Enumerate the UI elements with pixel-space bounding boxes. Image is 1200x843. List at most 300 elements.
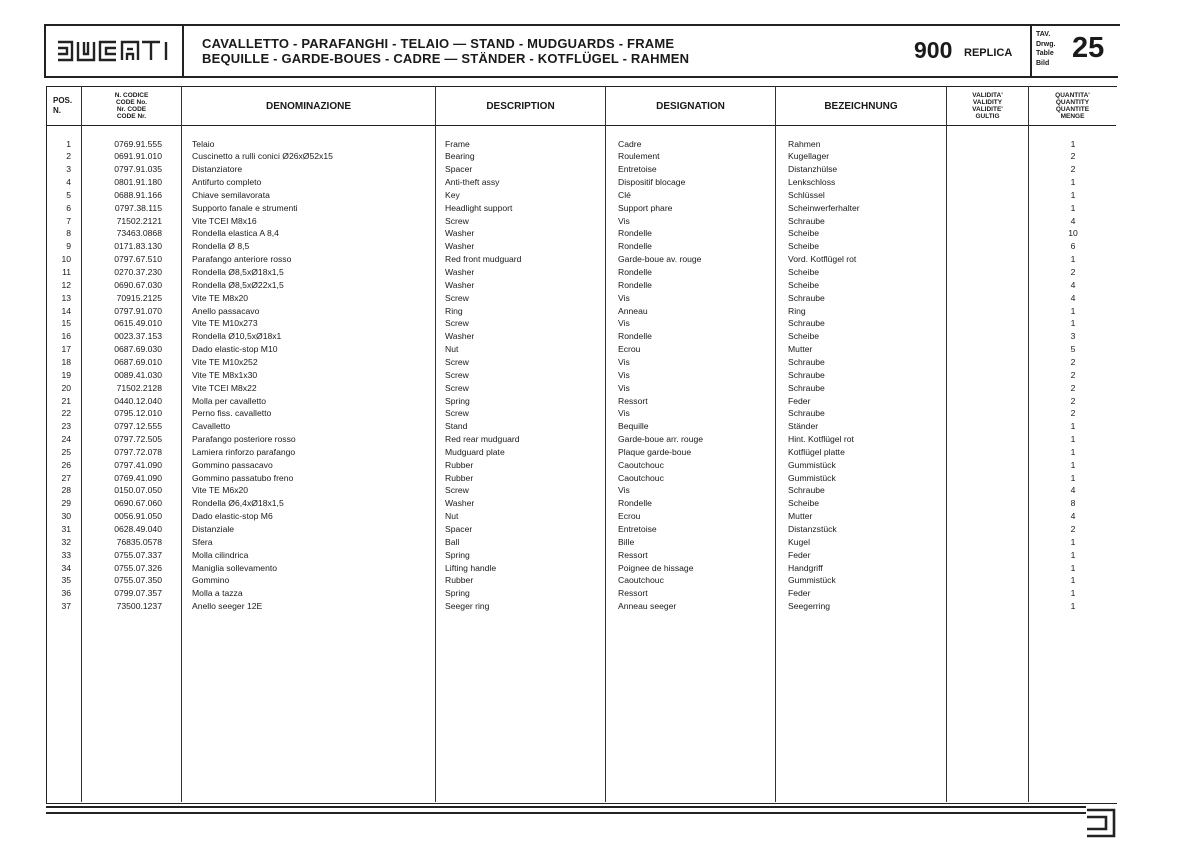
pos-cell: 34 — [61, 562, 71, 573]
table-row — [0, 305, 1116, 318]
table-row — [0, 395, 1116, 408]
denominazione-cell: Parafango anteriore rosso — [192, 254, 292, 265]
table-row — [0, 202, 1116, 215]
designation-cell: Rondelle — [618, 241, 652, 252]
quantity-cell: 4 — [1070, 292, 1076, 303]
quantity-cell: 1 — [1070, 446, 1076, 457]
code-cell: 0755.07.337 — [114, 549, 162, 560]
denominazione-cell: Vite TE M8x20 — [192, 292, 249, 303]
designation-cell: Ecrou — [618, 344, 641, 355]
code-cell: 0440.12.040 — [114, 395, 162, 406]
pos-cell: 17 — [61, 344, 71, 355]
description-cell: Bearing — [445, 151, 475, 162]
column-header-description: DESCRIPTION — [486, 100, 555, 112]
ducati-d-icon — [1084, 807, 1118, 839]
description-cell: Washer — [445, 279, 475, 290]
table-row — [0, 240, 1116, 253]
code-cell: 0755.07.350 — [114, 575, 162, 586]
designation-cell: Vis — [618, 318, 630, 329]
bezeichnung-cell: Schraube — [788, 382, 825, 393]
code-cell: 0755.07.326 — [114, 562, 162, 573]
denominazione-cell: Vite TE M8x1x30 — [192, 369, 258, 380]
description-cell: Anti-theft assy — [445, 177, 500, 188]
pos-cell: 6 — [66, 202, 71, 213]
quantity-cell: 1 — [1070, 588, 1076, 599]
quantity-cell: 1 — [1070, 575, 1076, 586]
designation-cell: Poignee de hissage — [618, 562, 694, 573]
quantity-cell: 4 — [1070, 215, 1076, 226]
designation-cell: Ressort — [618, 395, 648, 406]
denominazione-cell: Vite TCEI M8x22 — [192, 382, 257, 393]
designation-cell: Vis — [618, 215, 630, 226]
pos-cell: 18 — [61, 356, 71, 367]
description-cell: Red front mudguard — [445, 254, 522, 265]
denominazione-cell: Dado elastic-stop M10 — [192, 344, 278, 355]
denominazione-cell: Maniglia sollevamento — [192, 562, 278, 573]
table-row — [0, 459, 1116, 472]
code-cell: 0687.69.010 — [114, 356, 162, 367]
code-cell: 0691.91.010 — [114, 151, 162, 162]
pos-cell: 27 — [61, 472, 71, 483]
bezeichnung-cell: Scheibe — [788, 279, 820, 290]
pos-cell: 25 — [61, 446, 71, 457]
bottom-rule — [46, 806, 1086, 808]
code-cell: 0690.67.060 — [114, 498, 162, 509]
quantity-cell: 1 — [1070, 434, 1076, 445]
quantity-cell: 1 — [1070, 472, 1076, 483]
header-text: MENGE — [1060, 113, 1085, 120]
quantity-cell: 1 — [1070, 202, 1076, 213]
quantity-cell: 1 — [1070, 138, 1076, 149]
table-labels — [1036, 30, 1055, 68]
table-row — [0, 227, 1116, 240]
column-header-designation: DESIGNATION — [656, 100, 725, 112]
table-row — [0, 253, 1116, 266]
table-row — [0, 138, 1116, 151]
denominazione-cell: Lamiera rinforzo parafango — [192, 446, 296, 457]
code-cell: 0797.12.555 — [114, 421, 162, 432]
table-row — [0, 356, 1116, 369]
quantity-cell: 4 — [1070, 485, 1076, 496]
bezeichnung-cell: Gummistück — [788, 472, 836, 483]
designation-cell: Caoutchouc — [618, 575, 664, 586]
bezeichnung-cell: Feder — [788, 395, 811, 406]
designation-cell: Rondelle — [618, 267, 652, 277]
pos-cell: 4 — [66, 177, 71, 188]
designation-cell: Caoutchouc — [618, 459, 664, 470]
description-cell: Screw — [445, 318, 469, 329]
quantity-cell: 1 — [1070, 601, 1076, 612]
bezeichnung-cell: Ring — [788, 305, 806, 316]
designation-cell: Rondelle — [618, 279, 652, 290]
table-label: Drwg. — [1036, 40, 1056, 48]
designation-cell: Clé — [618, 189, 631, 200]
bezeichnung-cell: Schraube — [788, 215, 825, 226]
designation-cell: Garde-boue av. rouge — [618, 254, 702, 265]
bezeichnung-cell: Lenkschloss — [788, 177, 836, 188]
bezeichnung-cell: Schraube — [788, 408, 825, 419]
table-label: TAV. — [1036, 31, 1051, 38]
quantity-cell: 2 — [1070, 369, 1076, 380]
column-header-pos — [47, 86, 87, 126]
column-header-bezeichnung: BEZEICHNUNG — [824, 100, 898, 112]
page-header — [44, 24, 1118, 78]
table-row — [0, 574, 1116, 587]
table-row — [0, 176, 1116, 189]
designation-cell: Ressort — [618, 588, 648, 599]
description-cell: Spring — [445, 588, 470, 599]
denominazione-cell: Anello seeger 12E — [192, 601, 263, 612]
code-cell: 0769.91.555 — [114, 138, 162, 149]
code-cell: 0797.91.035 — [114, 164, 162, 175]
table-row — [0, 433, 1116, 446]
pos-cell: 37 — [61, 601, 71, 612]
table-row — [0, 472, 1116, 485]
table-row — [0, 523, 1116, 536]
quantity-cell: 8 — [1070, 498, 1076, 509]
designation-cell: Cadre — [618, 138, 642, 149]
table-row — [0, 497, 1116, 510]
denominazione-cell: Rondella Ø8,5xØ22x1,5 — [192, 279, 284, 290]
table-label: Table — [1036, 50, 1054, 57]
bottom-rule — [46, 812, 1086, 814]
pos-cell: 19 — [61, 369, 71, 380]
code-cell: 0797.67.510 — [114, 254, 162, 265]
quantity-cell: 4 — [1070, 511, 1076, 522]
pos-cell: 11 — [62, 267, 71, 277]
code-cell: 0171.83.130 — [114, 241, 162, 252]
header-text: QUANTITA' — [1055, 92, 1090, 99]
description-cell: Stand — [445, 421, 468, 432]
table-row — [0, 484, 1116, 497]
denominazione-cell: Distanziatore — [192, 164, 243, 175]
description-cell: Screw — [445, 215, 469, 226]
code-cell: 0799.07.357 — [114, 588, 162, 599]
pos-cell: 2 — [66, 151, 71, 162]
denominazione-cell: Chiave semilavorata — [192, 189, 270, 200]
code-cell: 0628.49.040 — [114, 524, 162, 534]
designation-cell: Entretoise — [618, 524, 657, 534]
pos-cell: 35 — [61, 575, 71, 586]
bezeichnung-cell: Gummistück — [788, 575, 836, 586]
title-line-2: BEQUILLE - GARDE-BOUES - CADRE — STÄNDER - KOTFLÜGEL - RAHMEN — [202, 51, 690, 66]
bezeichnung-cell: Scheibe — [788, 228, 820, 239]
bezeichnung-cell: Schlüssel — [788, 189, 825, 200]
bezeichnung-cell: Handgriff — [788, 562, 823, 573]
header-text: POS. — [53, 96, 73, 105]
title-line-1: CAVALLETTO - PARAFANGHI - TELAIO — STAND - MUDGUARDS - FRAME — [202, 36, 675, 51]
code-cell: 0797.72.078 — [114, 446, 162, 457]
description-cell: Screw — [445, 356, 469, 367]
denominazione-cell: Rondella Ø 8,5 — [192, 241, 250, 252]
table-row — [0, 150, 1116, 163]
bezeichnung-cell: Schraube — [788, 485, 825, 496]
table-row — [0, 600, 1116, 613]
denominazione-cell: Vite TCEI M8x16 — [192, 215, 257, 226]
description-cell: Screw — [445, 408, 469, 419]
header-text: GULTIG — [975, 113, 1000, 120]
table-row — [0, 446, 1116, 459]
description-cell: Screw — [445, 485, 469, 496]
quantity-cell: 1 — [1070, 562, 1076, 573]
header-text: VALIDITE' — [972, 106, 1003, 113]
quantity-cell: 4 — [1070, 279, 1076, 290]
pos-cell: 36 — [61, 588, 71, 599]
table-number-box — [1030, 24, 1120, 78]
table-label: Bild — [1036, 59, 1050, 67]
bezeichnung-cell: Kugellager — [788, 151, 830, 162]
code-cell: 0150.07.050 — [114, 485, 162, 496]
header-text: CODE No. — [115, 99, 148, 106]
designation-cell: Caoutchouc — [618, 472, 664, 483]
quantity-cell: 1 — [1070, 254, 1076, 265]
table-row — [0, 536, 1116, 549]
header-text: N. — [53, 106, 61, 115]
designation-cell: Ressort — [618, 549, 648, 560]
quantity-cell: 2 — [1070, 408, 1076, 419]
description-cell: Screw — [445, 292, 469, 303]
code-cell: 71502.2121 — [116, 215, 162, 226]
designation-cell: Entretoise — [618, 164, 657, 175]
designation-cell: Vis — [618, 356, 630, 367]
quantity-cell: 2 — [1070, 151, 1076, 162]
description-cell: Rubber — [445, 459, 474, 470]
denominazione-cell: Distanziale — [192, 524, 235, 534]
bezeichnung-cell: Hint. Kotflügel rot — [788, 434, 854, 445]
description-cell: Screw — [445, 382, 469, 393]
quantity-cell: 5 — [1070, 344, 1076, 355]
description-cell: Screw — [445, 369, 469, 380]
quantity-cell: 2 — [1070, 267, 1076, 277]
table-row — [0, 279, 1116, 292]
pos-cell: 33 — [61, 549, 71, 560]
header-text: Nr. CODE — [116, 106, 147, 113]
brand-logo — [46, 26, 184, 76]
quantity-cell: 1 — [1070, 177, 1076, 188]
description-cell: Nut — [445, 344, 459, 355]
bezeichnung-cell: Rahmen — [788, 138, 821, 149]
description-cell: Headlight support — [445, 202, 513, 213]
bezeichnung-cell: Scheinwerferhalter — [788, 202, 860, 213]
column-header-code — [82, 86, 181, 126]
table-row — [0, 330, 1116, 343]
description-cell: Frame — [445, 138, 470, 149]
description-cell: Washer — [445, 331, 475, 342]
bezeichnung-cell: Scheibe — [788, 331, 820, 342]
description-cell: Seeger ring — [445, 601, 490, 612]
bezeichnung-cell: Gummistück — [788, 459, 836, 470]
code-cell: 0687.69.030 — [114, 344, 162, 355]
designation-cell: Anneau — [618, 305, 648, 316]
table-row — [0, 215, 1116, 228]
denominazione-cell: Antifurto completo — [192, 177, 262, 188]
quantity-cell: 1 — [1070, 318, 1076, 329]
designation-cell: Rondelle — [618, 498, 652, 509]
denominazione-cell: Gommino passacavo — [192, 459, 273, 470]
table-row — [0, 317, 1116, 330]
pos-cell: 9 — [66, 241, 71, 252]
header-text: CODE Nr. — [116, 113, 147, 120]
pos-cell: 7 — [66, 215, 71, 226]
denominazione-cell: Molla per cavalletto — [192, 395, 267, 406]
bezeichnung-cell: Feder — [788, 588, 811, 599]
quantity-cell: 3 — [1070, 331, 1076, 342]
code-cell: 0023.37.153 — [114, 331, 162, 342]
denominazione-cell: Rondella Ø6,4xØ18x1,5 — [192, 498, 284, 509]
pos-cell: 8 — [66, 228, 71, 239]
designation-cell: Plaque garde-boue — [618, 446, 692, 457]
pos-cell: 28 — [61, 485, 71, 496]
pos-cell: 31 — [61, 524, 71, 534]
pos-cell: 12 — [61, 279, 71, 290]
quantity-cell: 1 — [1070, 549, 1076, 560]
bezeichnung-cell: Distanzhülse — [788, 164, 838, 175]
pos-cell: 30 — [61, 511, 71, 522]
code-cell: 0797.41.090 — [114, 459, 162, 470]
table-row — [0, 587, 1116, 600]
table-row — [0, 549, 1116, 562]
designation-cell: Rondelle — [618, 228, 652, 239]
pos-cell: 3 — [66, 164, 71, 175]
model-label: REPLICA — [964, 47, 1013, 59]
bezeichnung-cell: Scheibe — [788, 241, 820, 252]
column-header-quantity — [1029, 86, 1116, 126]
denominazione-cell: Supporto fanale e strumenti — [192, 202, 298, 213]
header-text: VALIDITA' — [972, 92, 1003, 99]
quantity-cell: 2 — [1070, 382, 1076, 393]
table-row — [0, 163, 1116, 176]
quantity-cell: 2 — [1070, 524, 1076, 534]
description-cell: Spacer — [445, 164, 473, 175]
quantity-cell: 10 — [1068, 228, 1078, 239]
bezeichnung-cell: Mutter — [788, 511, 813, 522]
designation-cell: Vis — [618, 408, 630, 419]
header-text: VALIDITY — [972, 99, 1003, 106]
pos-cell: 5 — [66, 189, 71, 200]
description-cell: Ring — [445, 305, 463, 316]
bezeichnung-cell: Distanzstück — [788, 524, 837, 534]
code-cell: 0801.91.180 — [114, 177, 162, 188]
denominazione-cell: Sfera — [192, 536, 213, 547]
pos-cell: 10 — [61, 254, 71, 265]
description-cell: Spring — [445, 549, 470, 560]
quantity-cell: 2 — [1070, 356, 1076, 367]
designation-cell: Garde-boue arr. rouge — [618, 434, 704, 445]
denominazione-cell: Cuscinetto a rulli conici Ø26xØ52x15 — [192, 151, 333, 162]
column-header-validity — [947, 86, 1028, 126]
pos-cell: 23 — [61, 421, 71, 432]
denominazione-cell: Telaio — [192, 138, 215, 149]
description-cell: Washer — [445, 498, 475, 509]
code-cell: 73500.1237 — [116, 601, 162, 612]
bezeichnung-cell: Schraube — [788, 356, 825, 367]
description-cell: Washer — [445, 228, 475, 239]
header-text: N. CODICE — [114, 92, 149, 99]
quantity-cell: 1 — [1070, 189, 1076, 200]
ducati-logo-icon — [56, 39, 172, 63]
bezeichnung-cell: Schraube — [788, 292, 825, 303]
pos-cell: 32 — [61, 536, 71, 547]
designation-cell: Roulement — [618, 151, 660, 162]
bezeichnung-cell: Vord. Kotflügel rot — [788, 254, 857, 265]
pos-cell: 16 — [61, 331, 71, 342]
description-cell: Rubber — [445, 575, 474, 586]
bezeichnung-cell: Kotflügel platte — [788, 446, 845, 457]
denominazione-cell: Parafango posteriore rosso — [192, 434, 296, 445]
denominazione-cell: Perno fiss. cavalletto — [192, 408, 272, 419]
code-cell: 0688.91.166 — [114, 189, 162, 200]
header-text: QUANTITE — [1055, 106, 1090, 113]
quantity-cell: 1 — [1070, 459, 1076, 470]
designation-cell: Rondelle — [618, 331, 652, 342]
table-row — [0, 189, 1116, 202]
pos-cell: 15 — [61, 318, 71, 329]
bezeichnung-cell: Feder — [788, 549, 811, 560]
quantity-cell: 2 — [1070, 395, 1076, 406]
description-cell: Spring — [445, 395, 470, 406]
pos-cell: 26 — [61, 459, 71, 470]
code-cell: 0615.49.010 — [114, 318, 162, 329]
denominazione-cell: Rondella Ø8,5xØ18x1,5 — [192, 267, 284, 277]
denominazione-cell: Vite TE M10x273 — [192, 318, 258, 329]
code-cell: 71502.2128 — [116, 382, 162, 393]
column-header-denominazione: DENOMINAZIONE — [266, 100, 351, 112]
description-cell: Red rear mudguard — [445, 434, 520, 445]
pos-cell: 14 — [61, 305, 71, 316]
code-cell: 0690.67.030 — [114, 279, 162, 290]
quantity-cell: 2 — [1070, 164, 1076, 175]
quantity-cell: 6 — [1070, 241, 1076, 252]
code-cell: 0797.38.115 — [114, 202, 162, 213]
header-text: QUANTITY — [1055, 99, 1090, 106]
bezeichnung-cell: Scheibe — [788, 267, 820, 277]
code-cell: 0795.12.010 — [114, 408, 162, 419]
code-cell: 0089.41.030 — [114, 369, 162, 380]
table-row — [0, 562, 1116, 575]
description-cell: Washer — [445, 241, 475, 252]
designation-cell: Anneau seeger — [618, 601, 677, 612]
designation-cell: Vis — [618, 485, 630, 496]
description-cell: Ball — [445, 536, 460, 547]
description-cell: Washer — [445, 267, 475, 277]
pos-cell: 1 — [66, 138, 71, 149]
bezeichnung-cell: Schraube — [788, 369, 825, 380]
denominazione-cell: Rondella Ø10,5xØ18x1 — [192, 331, 282, 342]
table-row — [0, 407, 1116, 420]
designation-cell: Dispositif blocage — [618, 177, 686, 188]
pos-cell: 21 — [61, 395, 71, 406]
denominazione-cell: Vite TE M6x20 — [192, 485, 249, 496]
table-row — [0, 343, 1116, 356]
designation-cell: Vis — [618, 369, 630, 380]
description-cell: Nut — [445, 511, 459, 522]
designation-cell: Support phare — [618, 202, 673, 213]
table-row — [0, 382, 1116, 395]
description-cell: Rubber — [445, 472, 474, 483]
description-cell: Mudguard plate — [445, 446, 505, 457]
pos-cell: 13 — [61, 292, 71, 303]
table-row — [0, 292, 1116, 305]
description-cell: Lifting handle — [445, 562, 497, 573]
code-cell: 76835.0578 — [116, 536, 162, 547]
pos-cell: 20 — [61, 382, 71, 393]
code-cell: 70915.2125 — [116, 292, 162, 303]
table-row — [0, 420, 1116, 433]
code-cell: 0270.37.230 — [114, 267, 162, 277]
denominazione-cell: Cavalletto — [192, 421, 231, 432]
denominazione-cell: Vite TE M10x252 — [192, 356, 258, 367]
pos-cell: 29 — [61, 498, 71, 509]
